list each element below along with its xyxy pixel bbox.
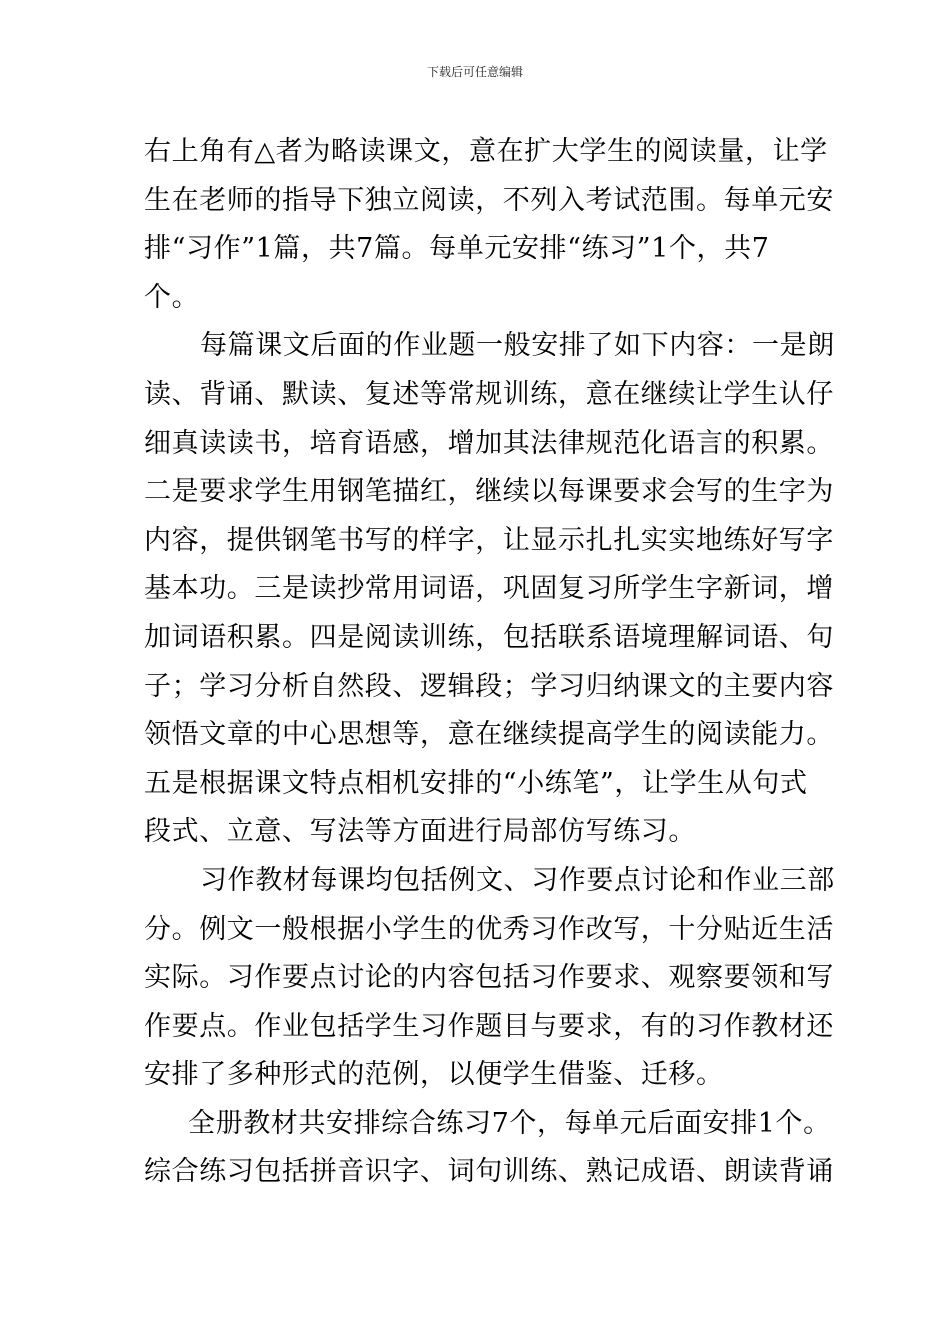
page-header-note: 下载后可任意编辑 <box>426 65 523 79</box>
text-line: 右上角有△者为略读课文，意在扩大学生的阅读量，让学 <box>144 136 828 167</box>
paragraph-first-line: 全册教材共安排综合练习7个，每单元后面安排1个。 <box>188 1107 831 1139</box>
text-line: 作要点。作业包括学生习作题目与要求，有的习作教材还 <box>144 1010 834 1042</box>
paragraph-first-line: 习作教材每课均包括例文、习作要点讨论和作业三部 <box>200 864 835 896</box>
text-line: 读、背诵、默读、复述等常规训练，意在继续让学生认仔 <box>144 378 834 410</box>
text-line: 段式、立意、写法等方面进行局部仿写练习。 <box>144 816 696 848</box>
text-line: 个。 <box>144 281 200 313</box>
text-line: 细真读读书，培育语感，增加其法律规范化语言的积累。 <box>144 427 834 459</box>
text-line: 子；学习分析自然段、逻辑段；学习归纳课文的主要内容 <box>144 670 834 702</box>
document-body <box>144 128 835 1197</box>
text-line: 内容，提供钢笔书写的样字，让显示扎扎实实地练好写字 <box>144 524 834 556</box>
text-line: 综合练习包括拼音识字、词句训练、熟记成语、朗读背诵 <box>144 1156 834 1188</box>
text-line: 实际。习作要点讨论的内容包括习作要求、观察要领和写 <box>144 962 834 994</box>
text-line: 二是要求学生用钢笔描红，继续以每课要求会写的生字为 <box>144 476 834 508</box>
paragraph-first-line: 每篇课文后面的作业题一般安排了如下内容：一是朗 <box>200 330 835 362</box>
text-line: 分。例文一般根据小学生的优秀习作改写，十分贴近生活 <box>144 913 834 945</box>
text-line: 安排了多种形式的范例，以便学生借鉴、迁移。 <box>144 1059 724 1091</box>
text-line: 五是根据课文特点相机安排的“小练笔”，让学生从句式 <box>144 767 808 799</box>
text-line: 领悟文章的中心思想等，意在继续提高学生的阅读能力。 <box>144 719 834 751</box>
text-line: 排“习作”1篇，共7篇。每单元安排“练习”1个，共7 <box>144 233 770 265</box>
text-line: 加词语积累。四是阅读训练，包括联系语境理解词语、句 <box>144 621 834 653</box>
text-line: 生在老师的指导下独立阅读，不列入考试范围。每单元安 <box>144 184 834 216</box>
text-line: 基本功。三是读抄常用词语，巩固复习所学生字新词，增 <box>144 573 834 605</box>
